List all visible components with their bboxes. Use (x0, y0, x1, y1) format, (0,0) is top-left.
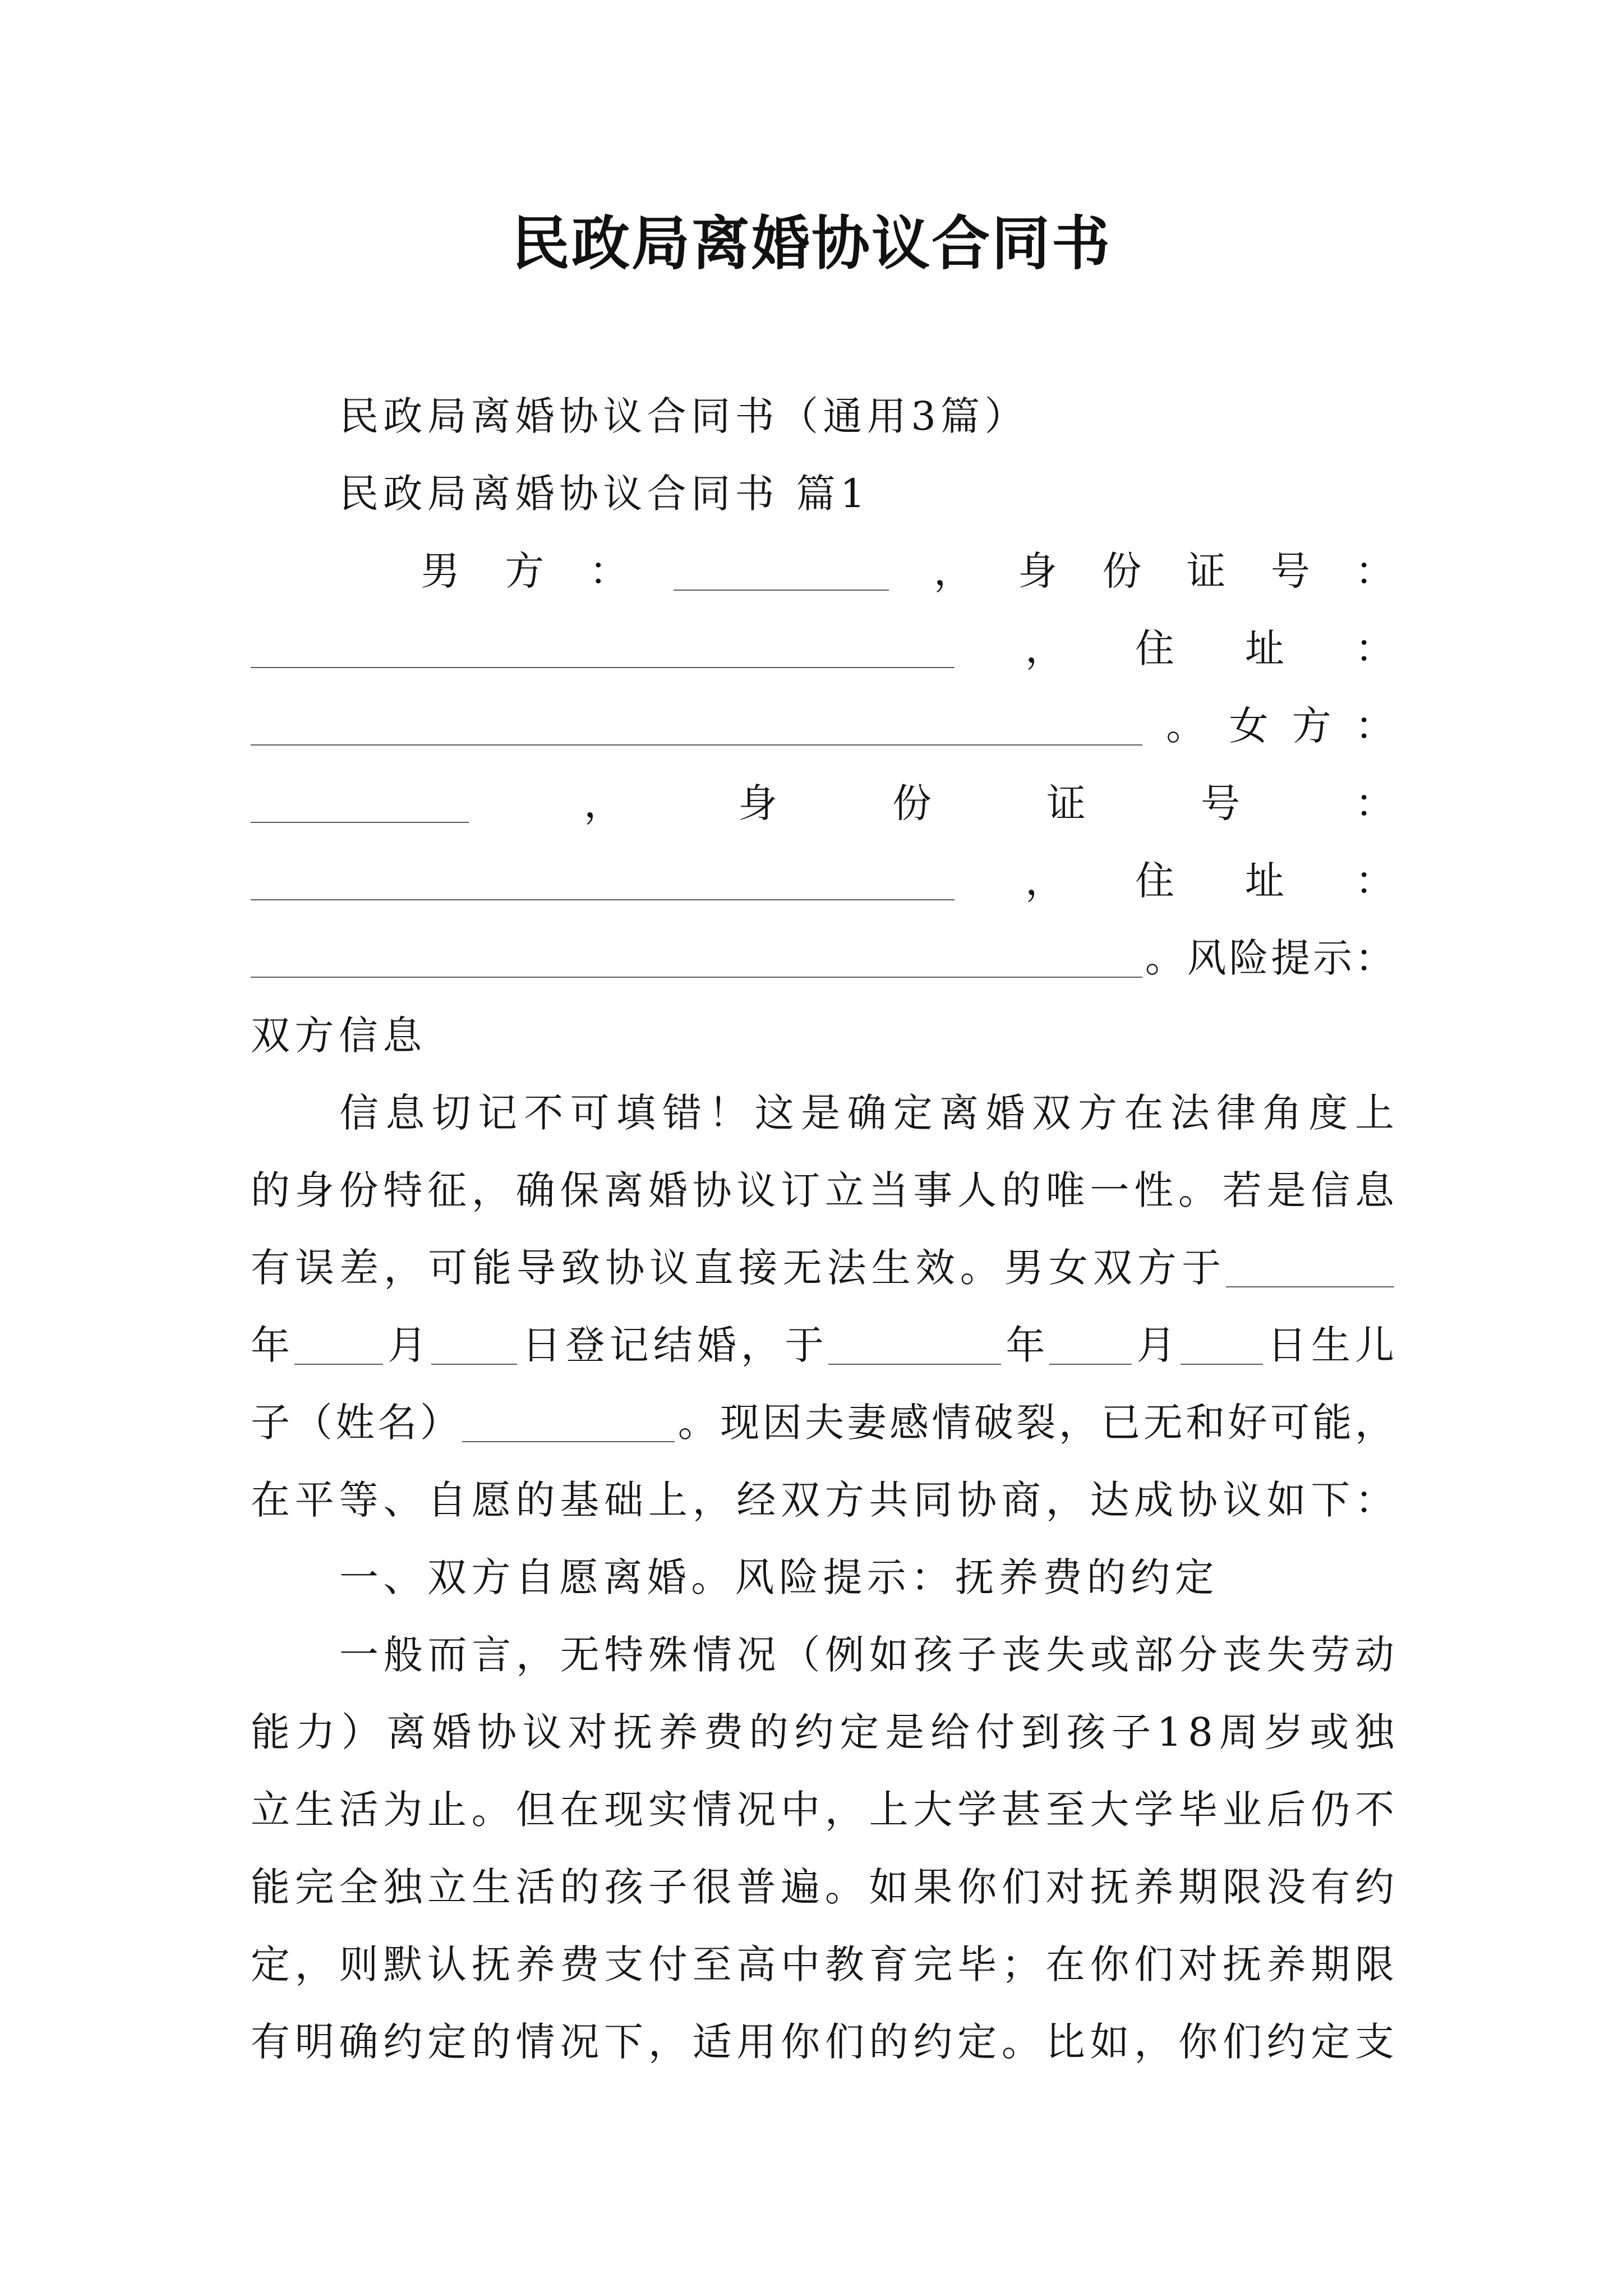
fill-in-blank (828, 1332, 1001, 1365)
fill-in-blank (1226, 1255, 1394, 1287)
text-line (251, 1229, 1394, 1306)
line-content (339, 1074, 1401, 1152)
line-content (251, 842, 1465, 919)
text-segment: 民政局离婚协议合同书 篇1 (339, 471, 870, 517)
text-line (251, 842, 1465, 919)
text-line (339, 1074, 1401, 1152)
fill-in-blank (1049, 1332, 1132, 1365)
text-segment: ，身份证号： (933, 548, 1440, 594)
text-segment: 定，则默认抚养费支付至高中教育完毕；在你们对抚养期限 (251, 1941, 1399, 1987)
text-segment: 年 (1006, 1322, 1050, 1368)
text-segment: 日登记结婚，于 (522, 1322, 829, 1368)
line-content (251, 1848, 1399, 1926)
fill-in-blank (251, 945, 1142, 978)
text-line (339, 455, 1394, 532)
line-content (251, 1926, 1399, 2003)
fill-in-blank (462, 1410, 675, 1442)
line-content (339, 1539, 1219, 1616)
text-segment: 月 (388, 1322, 432, 1368)
text-segment: 一、双方自愿离婚。风险提示：抚养费的约定 (339, 1554, 1219, 1600)
text-segment: 有误差，可能导致协议直接无法生效。男女双方于 (251, 1245, 1226, 1291)
text-segment: 男方： (421, 548, 674, 594)
line-content (251, 1771, 1399, 1848)
text-segment: 有明确约定的情况下，适用你们的约定。比如，你们约定支 (251, 2019, 1399, 2065)
text-segment: 。风险提示： (1145, 935, 1397, 981)
line-content (251, 1384, 1397, 1461)
fill-in-blank (431, 1332, 517, 1365)
text-segment: 立生活为止。但在现实情况中，上大学甚至大学毕业后仍不 (251, 1787, 1399, 1833)
text-segment: 信息切记不可填错！这是确定离婚双方在法律角度上 (339, 1090, 1401, 1136)
line-content (251, 1152, 1399, 1229)
text-line (251, 1306, 1399, 1384)
text-segment: ，住址： (1025, 858, 1465, 904)
text-line (251, 1848, 1399, 1926)
text-segment: 能力）离婚协议对抚养费的约定是给付到孩子18周岁或独 (251, 1709, 1400, 1755)
fill-in-blank (251, 713, 1142, 746)
line-content (339, 1616, 1399, 1694)
text-segment: 。现因夫妻感情破裂，已无和好可能， (677, 1400, 1398, 1446)
text-line (251, 1384, 1398, 1461)
text-segment: 月 (1136, 1322, 1181, 1368)
line-content (251, 610, 1465, 687)
fill-in-blank (251, 636, 955, 668)
text-segment: 子（姓名） (251, 1400, 463, 1446)
text-line (421, 532, 1440, 610)
text-line (251, 687, 1418, 765)
line-content (251, 1306, 1399, 1384)
fill-in-blank (294, 1332, 383, 1365)
text-line (339, 1539, 1394, 1616)
fill-in-blank (674, 558, 889, 591)
line-content (251, 1229, 1399, 1306)
text-line (251, 1926, 1399, 2003)
text-line (251, 1152, 1399, 1229)
line-content (251, 765, 1509, 842)
fill-in-blank (251, 868, 955, 900)
document-title: 民政局离婚协议合同书 (511, 209, 1112, 278)
text-segment: 民政局离婚协议合同书（通用3篇） (339, 393, 1029, 439)
text-line (251, 919, 1397, 997)
text-segment: 年 (251, 1322, 295, 1368)
text-segment: 日生儿 (1267, 1322, 1399, 1368)
line-content (251, 2003, 1399, 2081)
text-line (251, 1461, 1399, 1539)
line-content (251, 1694, 1400, 1771)
line-content (421, 532, 1439, 610)
line-content (339, 455, 870, 532)
text-line (251, 1694, 1400, 1771)
line-content (251, 919, 1397, 997)
text-segment: 一般而言，无特殊情况（例如孩子丧失或部分丧失劳动 (339, 1632, 1399, 1678)
text-line (339, 1616, 1399, 1694)
text-line (251, 2003, 1399, 2081)
line-content (251, 687, 1418, 765)
text-line (251, 1771, 1399, 1848)
text-line (251, 765, 1509, 842)
text-segment: 的身份特征，确保离婚协议订立当事人的唯一性。若是信息 (251, 1167, 1399, 1213)
fill-in-blank (251, 790, 469, 823)
text-segment: 双方信息 (251, 1013, 427, 1059)
text-segment: 能完全独立生活的孩子很普遍。如果你们对抚养期限没有约 (251, 1864, 1399, 1910)
line-content (339, 378, 1029, 455)
line-content (251, 997, 427, 1074)
fill-in-blank (1181, 1332, 1263, 1365)
text-segment: ，住址： (1025, 625, 1465, 671)
text-line (339, 378, 1394, 455)
text-line (251, 610, 1465, 687)
text-segment: 。女方： (1166, 703, 1418, 749)
text-segment: 在平等、自愿的基础上，经双方共同协商，达成协议如下： (251, 1477, 1399, 1523)
text-line (251, 997, 1394, 1074)
text-segment: ，身份证号： (584, 780, 1509, 826)
line-content (251, 1461, 1399, 1539)
